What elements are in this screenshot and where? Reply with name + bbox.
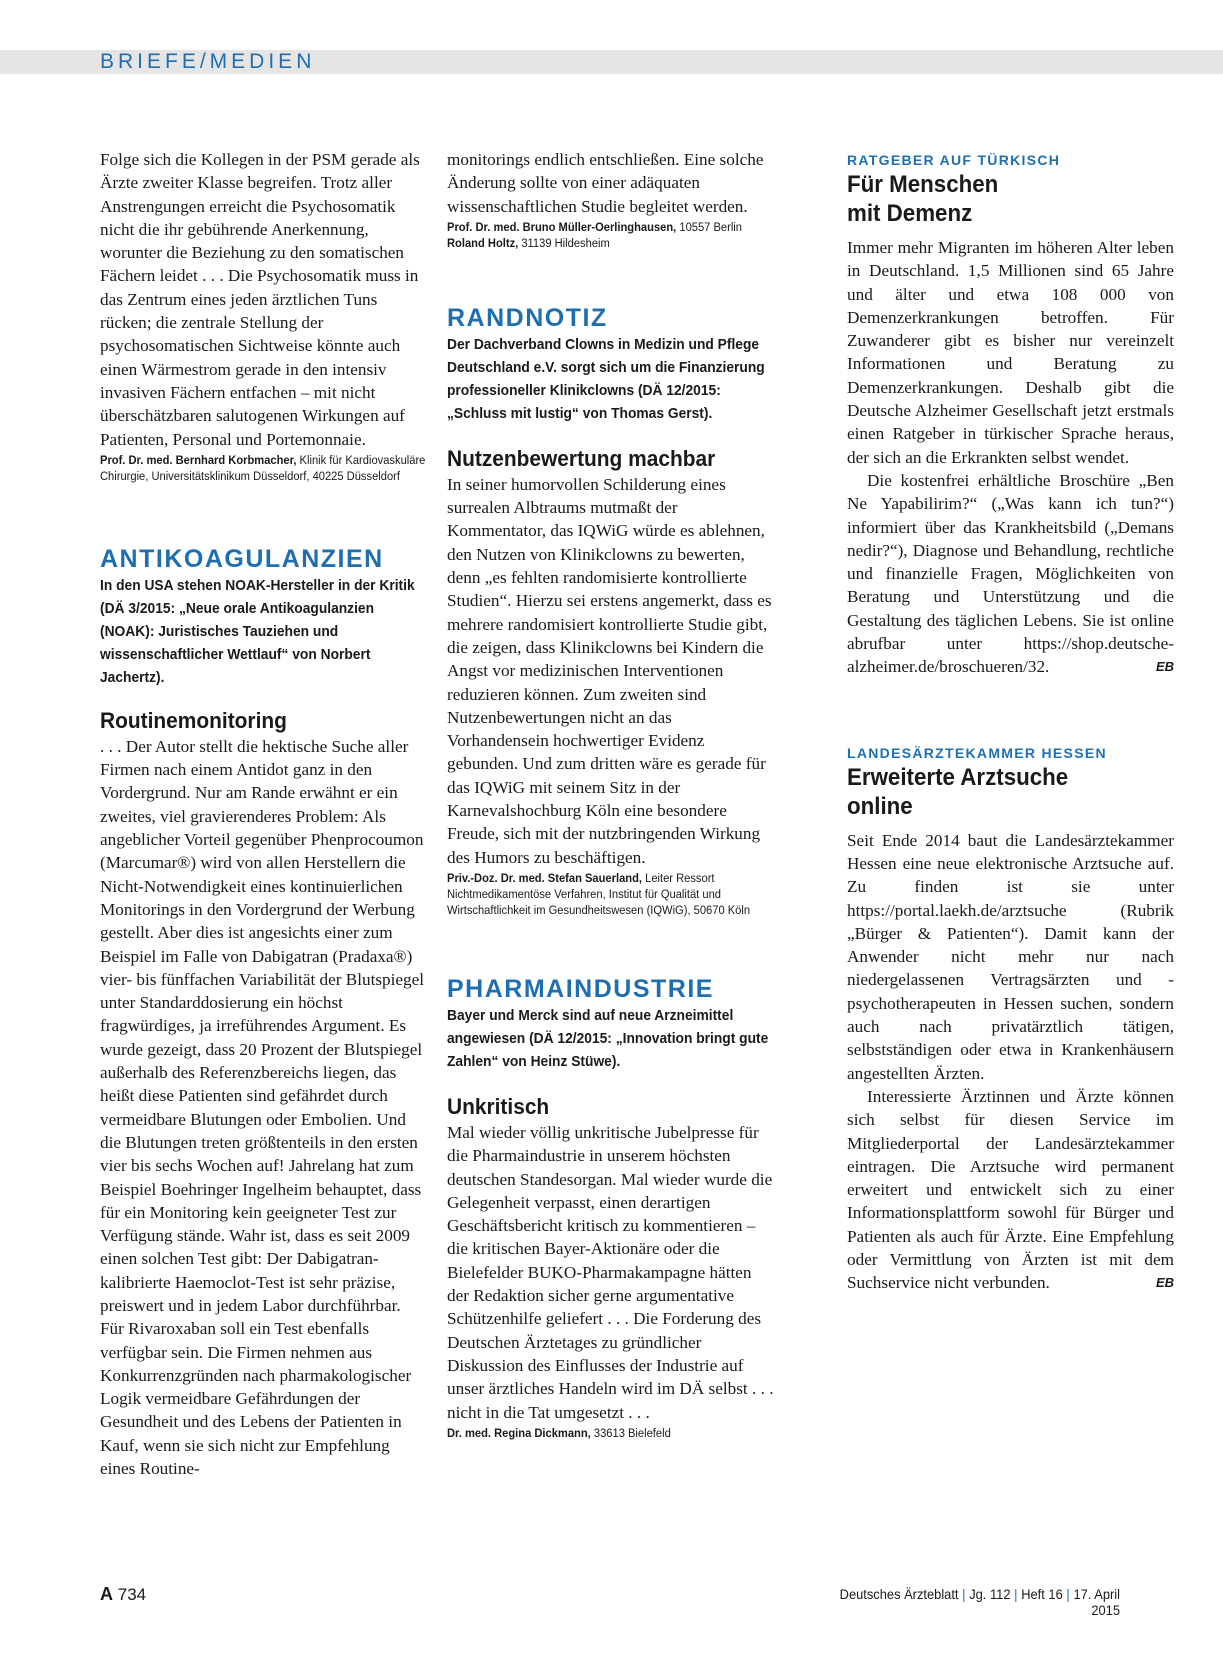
letter-continuation-text: monitorings endlich entschließen. Eine solche Änderung sollte von einer adäquaten wissenschaftlichen Studie begleitet werden.: [447, 150, 764, 216]
letter-author: Dr. med. Regina Dickmann, 33613 Bielefeld: [447, 1425, 671, 1440]
author-signature: EB: [1155, 1275, 1174, 1291]
letter-author: Priv.-Doz. Dr. med. Stefan Sauerland, Leiter Ressort Nichtmedikamentöse Verfahren, Institut für Qualität und Wirtschaftlichkeit im Gesundheitswesen (IQWiG), 50670 Köln: [447, 870, 751, 917]
column-2: [447, 148, 774, 1441]
section-heading-pharmaindustrie: PHARMAINDUSTRIE: [447, 974, 714, 1003]
journal-name: Deutsches Ärzteblatt: [839, 1586, 959, 1602]
letter-author: Prof. Dr. med. Bernhard Korbmacher, Klinik für Kardiovaskuläre Chirurgie, Universitätsklinikum Düsseldorf, 40225 Düsseldorf: [100, 452, 426, 483]
news-text: Immer mehr Migranten im höheren Alter leben in Deutschland. 1,5 Millionen sind 65 Jahre und älter und etwa 108 000 von Demenzerkrankungen betroffen. Für Zuwanderer gibt es bisher nur vereinzelt Informationen und Beratung zu Demenzerkrankungen. Deshalb gibt die Deutsche Alzheimer Gesellschaft jetzt erstmals einen Ratgeber in türkischer Sprache heraus, der sich an die Erkrankten selbst wendet.: [847, 238, 1174, 467]
letter-title: Routinemonitoring: [100, 707, 287, 733]
news-kicker: LANDESÄRZTEKAMMER HESSEN: [847, 744, 1107, 761]
column-3: [847, 150, 1174, 1295]
letter-title: Unkritisch: [447, 1093, 550, 1119]
letter-text: In seiner humorvollen Schilderung eines surrealen Albtraums mutmaßt der Kommentator, das IQWiG würde es ablehnen, den Nutzen von Klinikclowns zu bewerten, denn „es fehlten randomisierte kontrollierte Studien“. Hierzu sei erstens angemerkt, dass es mehrere randomisiert kontrollierte Studie gibt, die zeigen, dass Klinikclowns bei Kindern die Angst vor medizinischen Interventionen reduzieren können. Zum zweiten sind Nutzenbewertungen nicht an das Vorhandensein hochwertiger Evidenz gebunden. Und zum dritten wäre es gerade für das IQWiG mit seinem Sitz in der Karnevalshochburg Köln eine besondere Freude, sich mit der nutzbringenden Wirkung des Humors zu beschäftigen.: [447, 474, 772, 867]
news-text: Seit Ende 2014 baut die Landesärztekammer Hessen eine neue elektronische Arztsuche auf. Zu finden ist sie unter https://portal.laekh.de/arztsuche (Rubrik „Bürger & Patienten“). Damit kann der Anwender nicht mehr nur nach niedergelassenen Vertragsärzten und -psychotherapeuten in Hessen suchen, sondern auch nach privatärztlich tätigen, selbstständigen oder etwa in Krankenhäusern angestellten Ärzten.: [847, 830, 1174, 1083]
section-heading-randnotiz: RANDNOTIZ: [447, 303, 608, 332]
letter-author: Prof. Dr. med. Bruno Müller-Oerlinghausen, 10557 Berlin Roland Holtz, 31139 Hildesheim: [447, 219, 742, 250]
section-lead: Bayer und Merck sind auf neue Arzneimittel angewiesen (DÄ 12/2015: „Innovation bringt gute Zahlen“ von Heinz Stüwe).: [447, 1006, 769, 1070]
news-title: Für Menschen mit Demenz: [847, 171, 999, 227]
news-kicker: RATGEBER AUF TÜRKISCH: [847, 152, 1061, 168]
section-heading-antikoagulanzien: ANTIKOAGULANZIEN: [100, 544, 384, 573]
letter-title: Nutzenbewertung machbar: [447, 445, 716, 471]
column-1: [100, 148, 427, 1480]
page-number: A 734: [100, 1584, 147, 1604]
news-title: Erweiterte Arztsuche online: [847, 763, 1069, 820]
section-lead: In den USA stehen NOAK-Hersteller in der Kritik (DÄ 3/2015: „Neue orale Antikoagulanzien (NOAK): Juristisches Tauziehen und wissenschaftlicher Wettlauf“ von Norbert Jachertz).: [100, 576, 415, 686]
news-text: Interessierte Ärztinnen und Ärzte können sich selbst für diesen Service im Mitgliederportal der Landesärztekammer eintragen. Die Arztsuche wird permanent erweitert und entwickelt sich zu einer Informationsplattform sowohl für Bürger und Patienten als auch für Ärzte. Eine Empfehlung oder Vermittlung von Ärzten ist mit dem Suchservice nicht verbunden. EB: [847, 1085, 1174, 1295]
letter-text: Mal wieder völlig unkritische Jubelpresse für die Pharmaindustrie in unserem höchsten deutschen Standesorgan. Mal wieder wurde die Gelegenheit verpasst, einen derartigen Geschäftsbericht kritisch zu kommentieren – die kritischen Bayer-Aktionäre oder die Bielefelder BUKO-Pharmakampagne hätten der Redaktion sicher gerne argumentative Schützenhilfe geliefert . . . Die Forderung des Deutschen Ärztetages zu gründlicher Diskussion des Einflusses der Industrie auf unser ärztliches Handeln wird im DÄ selbst . . . nicht in die Tat umgesetzt . . .: [447, 1122, 774, 1422]
letter-text: . . . Der Autor stellt die hektische Suche aller Firmen nach einem Antidot ganz in den Vordergrund. Nur am Rande erwähnt er ein zweites, viel gravierenderes Problem: Als angeblicher Vorteil gegenüber Phenprocoumon (Marcumar®) wird von allen Herstellern die Nicht-Notwendigkeit eines kontinuierlichen Monitorings in den Vordergrund der Werbung gestellt. Aber dies ist angesichts einer zum Beispiel im Falle von Dabigatran (Pradaxa®) vier- bis fünffachen Variabilität der Blutspiegel unter Standarddosierung ein höchst fragwürdiges, ja irreführendes Argument. Es wurde gezeigt, dass 20 Prozent der Blutspiegel außerhalb des Referenzbereichs liegen, das heißt diese Patienten sind gefährdet durch vermeidbare Blutungen oder Embolien. Und die Blutungen treten größtenteils in den ersten vier bis sechs Wochen auf! Jahrelang hat zum Beispiel Boehringer Ingelheim behauptet, dass für ein Monitoring kein geeigneter Test zur Verfügung stände. Wahr ist, dass es seit 2009 einen solchen Test gibt: Der Dabigatran-kalibrierte Haemoclot-Test ist sehr präzise, preiswert und in jedem Labor durchführbar. Für Rivaroxaban soll ein Test ebenfalls verfügbar sein. Die Firmen nehmen aus Konkurrenzgründen nach pharmakologischer Logik vermeidbare Gefährdungen der Gesundheit und des Lebens der Patienten in Kauf, wenn sie sich nicht zur Empfehlung eines Routine-: [100, 736, 425, 1479]
journal-footer: Deutsches Ärzteblatt | Jg. 112 | Heft 16 | 17. April 2015: [839, 1586, 1120, 1618]
volume: Jg. 112: [969, 1586, 1011, 1602]
issue: Heft 16: [1021, 1586, 1063, 1602]
issue-date: 17. April 2015: [1073, 1586, 1120, 1618]
letter-continuation-text: Folge sich die Kollegen in der PSM gerade als Ärzte zweiter Klasse begreifen. Trotz aller Anstrengungen erreicht die Psychosomatik nicht die ihr gebührende Anerkennung, worunter die Beziehung zu den somatischen Fächern leidet . . . Die Psychosomatik muss in das Zentrum eines jeden ärztlichen Tuns rücken; die zentrale Stellung der psychosomatischen Sichtweise könnte auch einen Wärmestrom gerade in den intensiv invasiven Fächern entfachen – mit nicht überschätzbaren salutogenen Wirkungen auf Patienten, Personal und Portemonnaie.: [100, 150, 420, 449]
news-text: Die kostenfrei erhältliche Broschüre „Ben Ne Yapabilirim?“ („Was kann ich tun?“) informiert über das Krankheitsbild („Demans nedir?“), Diagnose und Behandlung, rechtliche und finanzielle Fragen, Möglichkeiten von Beratung und Unterstützung und die Gestaltung des täglichen Lebens. Sie ist online abrufbar unter https://shop.deutsche-alzheimer.de/broschueren/32. EB: [847, 469, 1174, 679]
author-signature: EB: [1155, 659, 1174, 675]
section-rubric: BRIEFE/MEDIEN: [100, 50, 316, 73]
section-lead: Der Dachverband Clowns in Medizin und Pflege Deutschland e.V. sorgt sich um die Finanzierung professioneller Klinikclowns (DÄ 12/2015: „Schluss mit lustig“ von Thomas Gerst).: [447, 335, 765, 422]
